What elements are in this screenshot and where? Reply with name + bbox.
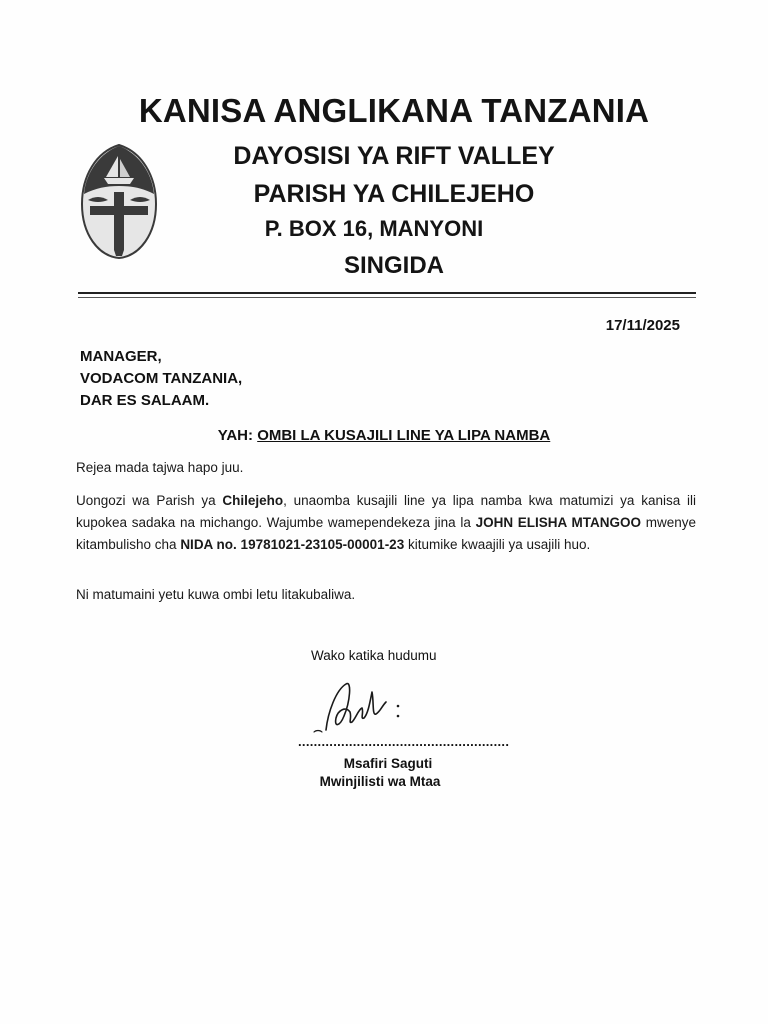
letter-date: 17/11/2025 bbox=[605, 317, 680, 334]
header-divider bbox=[78, 292, 696, 294]
handwritten-signature bbox=[306, 672, 416, 742]
parish-name-inline: Chilejeho bbox=[222, 493, 284, 508]
p2-text-a: Uongozi wa Parish ya bbox=[76, 493, 223, 508]
recipient-line-1: MANAGER, bbox=[80, 348, 162, 365]
recipient-line-2: VODACOM TANZANIA, bbox=[80, 370, 243, 387]
signature-dotted-line: ...................................................... bbox=[298, 734, 510, 749]
body-paragraph-1: Rejea mada tajwa hapo juu. bbox=[76, 460, 244, 475]
header-divider-thin bbox=[78, 297, 696, 298]
closing-salutation: Wako katika hudumu bbox=[311, 648, 437, 663]
subject-text: OMBI LA KUSAJILI LINE YA LIPA NAMBA bbox=[257, 427, 551, 444]
body-paragraph-2 bbox=[76, 490, 696, 556]
p2-text-g: kitumike kwaajili ya usajili huo. bbox=[404, 537, 591, 552]
nida-number: NIDA no. 19781021-23105-00001-23 bbox=[180, 537, 405, 552]
nominee-name: JOHN ELISHA MTANGOO bbox=[475, 515, 641, 530]
signer-title: Mwinjilisti wa Mtaa bbox=[319, 774, 441, 789]
signer-name: Msafiri Saguti bbox=[343, 756, 433, 771]
subject-prefix: YAH: bbox=[217, 427, 258, 444]
parish-name: PARISH YA CHILEJEHO bbox=[253, 180, 535, 208]
diocese-name: DAYOSISI YA RIFT VALLEY bbox=[233, 142, 555, 170]
body-paragraph-3: Ni matumaini yetu kuwa ombi letu litakubaliwa. bbox=[76, 587, 356, 602]
org-name: KANISA ANGLIKANA TANZANIA bbox=[138, 92, 650, 129]
recipient-line-3: DAR ES SALAAM. bbox=[80, 392, 210, 409]
po-box: P. BOX 16, MANYONI bbox=[264, 216, 484, 241]
p2-text-e: mwenye kitambulisho cha bbox=[76, 515, 696, 552]
region-name: SINGIDA bbox=[343, 252, 444, 279]
p2-text-c: , unaomba kusajili line ya lipa namba kwa matumizi ya kanisa ili kupokea sadaka na michango. Wajumbe wamependekeza jina la bbox=[76, 493, 696, 530]
subject-line bbox=[0, 427, 768, 444]
